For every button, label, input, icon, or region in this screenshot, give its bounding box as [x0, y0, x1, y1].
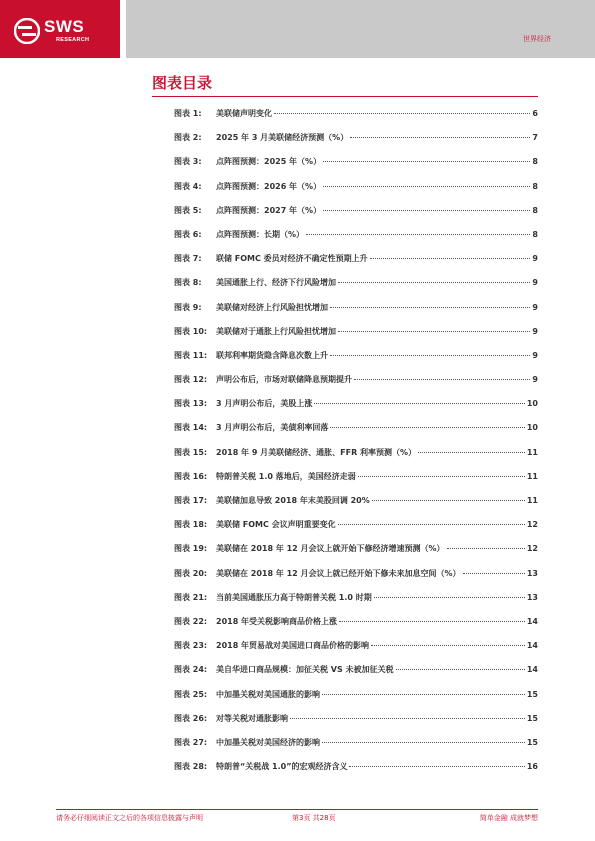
toc-entry-page: 13 [526, 592, 538, 602]
toc-entry-title: 美联储对经济上行风险担忧增加 [216, 302, 328, 312]
toc-entry[interactable] [174, 132, 538, 156]
toc-entry-label: 图表 17: [174, 496, 208, 505]
toc-entry-page: 9 [532, 326, 538, 336]
toc-entry[interactable] [174, 471, 538, 495]
toc-entry[interactable] [174, 592, 538, 616]
toc-entry-title: 美联储在 2018 年 12 月会议上就已经开始下修未来加息空间（%） [216, 568, 461, 578]
toc-entry-label: 图表 10: [174, 326, 208, 336]
logo-subtitle: RESEARCH [56, 37, 90, 43]
toc-entry-page: 8 [532, 205, 538, 215]
toc-entry[interactable] [174, 422, 538, 446]
toc-entry-label: 图表 15: [174, 447, 208, 457]
toc-leader-dots [330, 307, 530, 308]
toc-entry-label: 图表 3: [174, 157, 202, 167]
toc-entry-title: 点阵图预测：2026 年（%） [216, 181, 322, 191]
toc-leader-dots [354, 379, 530, 380]
toc-entry-label: 图表 24: [174, 665, 208, 675]
toc-leader-dots [358, 476, 525, 477]
toc-entry-page: 12 [526, 520, 538, 530]
toc-entry[interactable] [174, 108, 538, 132]
footer-page-info: 第3页 共28页 [292, 814, 336, 822]
toc-leader-dots [306, 234, 530, 235]
toc-entry-title: 对等关税对通胀影响 [216, 713, 288, 723]
toc-entry-title: 3 月声明公布后，美股上涨 [216, 399, 313, 409]
toc-leader-dots [372, 500, 525, 501]
toc-entry[interactable] [174, 761, 538, 785]
toc-entry-page: 9 [532, 278, 538, 288]
toc-entry-page: 15 [526, 689, 538, 699]
logo-wordmark: SWS [44, 17, 85, 36]
toc-entry-title: 联储 FOMC 委员对经济不确定性预期上升 [216, 254, 368, 264]
toc-entry-page: 15 [526, 713, 538, 723]
toc-entry-title: 点阵图预测：2027 年（%） [216, 205, 322, 215]
toc-entry-page: 14 [526, 616, 538, 626]
toc-entry-label: 图表 28: [174, 762, 208, 772]
footer-disclaimer: 请务必仔细阅读正文之后的各项信息披露与声明 [56, 814, 203, 822]
toc-entry-page: 15 [526, 737, 538, 747]
toc-leader-dots [323, 161, 530, 162]
toc-leader-dots [350, 137, 530, 138]
toc-entry-label: 图表 6: [174, 229, 202, 239]
toc-entry-page: 8 [532, 229, 538, 239]
toc-entry[interactable] [174, 713, 538, 737]
toc-leader-dots [418, 452, 525, 453]
toc-entry-page: 11 [526, 496, 538, 505]
toc-entry[interactable] [174, 447, 538, 471]
toc-entry-page: 14 [526, 665, 538, 675]
toc-leader-dots [374, 597, 525, 598]
toc-entry[interactable] [174, 277, 538, 301]
toc-leader-dots [339, 621, 525, 622]
toc-entry-title: 美联储加息导致 2018 年末美股回调 20% [216, 496, 370, 505]
toc-entry-title: 2018 年受关税影响商品价格上涨 [216, 616, 338, 626]
toc-leader-dots [463, 573, 525, 574]
toc-entry-label: 图表 20: [174, 568, 208, 578]
toc-entry-title: 美联储对于通胀上行风险担忧增加 [216, 326, 336, 336]
toc-entry[interactable] [174, 689, 538, 713]
toc-entry-page: 14 [526, 641, 538, 651]
toc-entry-label: 图表 16: [174, 471, 208, 481]
toc-entry-page: 7 [532, 133, 538, 143]
toc-entry[interactable] [174, 737, 538, 761]
toc-entry[interactable] [174, 253, 538, 277]
toc-leader-dots [396, 669, 525, 670]
toc-entry-page: 11 [526, 447, 538, 457]
toc-entry-page: 8 [532, 181, 538, 191]
sws-logo-icon [14, 18, 40, 44]
toc-leader-dots [330, 427, 525, 428]
toc-entry-page: 10 [526, 423, 538, 433]
toc-entry-page: 9 [532, 302, 538, 312]
toc-entry-title: 点阵图预测：长期（%） [216, 229, 305, 239]
toc-entry-title: 3 月声明公布后，美债利率回落 [216, 423, 329, 433]
toc-entry[interactable] [174, 374, 538, 398]
toc-leader-dots [370, 258, 531, 259]
toc-entry-page: 9 [532, 375, 538, 385]
toc-entry-title: 联邦利率期货隐含降息次数上升 [216, 350, 328, 360]
toc-leader-dots [338, 331, 530, 332]
toc-entry-title: 美联储声明变化 [216, 109, 272, 118]
toc-entry-title: 美联储在 2018 年 12 月会议上就开始下修经济增速预测（%） [216, 544, 445, 554]
toc-entry[interactable] [174, 326, 538, 350]
toc-entry-page: 10 [526, 399, 538, 409]
toc-entry[interactable] [174, 568, 538, 592]
toc-entry-page: 6 [532, 109, 538, 118]
toc-entry[interactable] [174, 302, 538, 326]
toc-entry-title: 当前美国通胀压力高于特朗普关税 1.0 时期 [216, 592, 372, 602]
toc-entry-page: 11 [526, 471, 538, 481]
toc-entry[interactable] [174, 229, 538, 253]
toc-list [174, 108, 538, 785]
toc-entry-label: 图表 18: [174, 520, 208, 530]
toc-entry-label: 图表 21: [174, 592, 208, 602]
toc-entry[interactable] [174, 350, 538, 374]
toc-entry-label: 图表 23: [174, 641, 208, 651]
footer-divider [56, 809, 538, 810]
toc-entry-label: 图表 11: [174, 350, 208, 360]
toc-entry-title: 点阵图预测：2025 年（%） [216, 157, 322, 167]
toc-entry-title: 特朗普关税 1.0 落地后，美国经济走弱 [216, 471, 356, 481]
toc-leader-dots [371, 645, 525, 646]
toc-entry-label: 图表 25: [174, 689, 208, 699]
toc-leader-dots [338, 282, 530, 283]
toc-entry-label: 图表 27: [174, 737, 208, 747]
toc-entry-title: 声明公布后，市场对联储降息预期提升 [216, 375, 352, 385]
toc-entry[interactable] [174, 398, 538, 422]
toc-entry-page: 9 [532, 254, 538, 264]
toc-leader-dots [322, 694, 525, 695]
toc-entry-title: 美联储 FOMC 会议声明重要变化 [216, 520, 336, 530]
toc-entry[interactable] [174, 519, 538, 543]
toc-entry-page: 16 [526, 762, 538, 772]
toc-entry[interactable] [174, 495, 538, 519]
toc-entry-page: 12 [526, 544, 538, 554]
toc-entry[interactable] [174, 616, 538, 640]
toc-entry-label: 图表 4: [174, 181, 202, 191]
toc-entry[interactable] [174, 156, 538, 180]
toc-entry-title: 中加墨关税对美国通胀的影响 [216, 689, 320, 699]
toc-entry[interactable] [174, 181, 538, 205]
title-divider [152, 96, 538, 97]
toc-entry-label: 图表 7: [174, 254, 202, 264]
toc-title: 图表目录 [152, 74, 213, 92]
toc-entry-label: 图表 13: [174, 399, 208, 409]
toc-entry-label: 图表 19: [174, 544, 208, 554]
toc-entry[interactable] [174, 640, 538, 664]
toc-entry-label: 图表 5: [174, 205, 202, 215]
toc-leader-dots [322, 742, 525, 743]
toc-entry-title: 2018 年 9 月美联储经济、通胀、FFR 利率预测（%） [216, 447, 417, 457]
toc-entry[interactable] [174, 664, 538, 688]
toc-entry-label: 图表 2: [174, 133, 202, 143]
footer-slogan: 简单金融 成就梦想 [479, 814, 538, 822]
toc-entry-title: 2018 年贸易战对美国进口商品价格的影响 [216, 641, 370, 651]
toc-entry-page: 8 [532, 157, 538, 167]
toc-leader-dots [338, 524, 525, 525]
brand-logo [0, 0, 120, 58]
toc-entry[interactable] [174, 205, 538, 229]
toc-entry-title: 2025 年 3 月美联储经济预测（%） [216, 133, 349, 143]
toc-entry-title: 中加墨关税对美国经济的影响 [216, 737, 320, 747]
toc-entry-title: 特朗普“关税战 1.0”的宏观经济含义 [216, 762, 348, 772]
toc-leader-dots [274, 113, 530, 114]
toc-entry-label: 图表 26: [174, 713, 208, 723]
toc-entry-label: 图表 14: [174, 423, 208, 433]
toc-leader-dots [323, 186, 530, 187]
toc-entry-label: 图表 22: [174, 616, 208, 626]
toc-entry-label: 图表 12: [174, 375, 208, 385]
toc-leader-dots [323, 210, 530, 211]
toc-entry[interactable] [174, 543, 538, 567]
toc-leader-dots [330, 355, 530, 356]
section-tag: 世界经济 [523, 35, 551, 43]
toc-entry-title: 美自华进口商品规模：加征关税 VS 未被加征关税 [216, 665, 394, 675]
toc-entry-page: 9 [532, 350, 538, 360]
header-divider [120, 0, 126, 58]
toc-entry-title: 美国通胀上行、经济下行风险增加 [216, 278, 336, 288]
toc-entry-label: 图表 9: [174, 302, 202, 312]
toc-leader-dots [447, 548, 525, 549]
toc-leader-dots [349, 766, 524, 767]
toc-entry-label: 图表 8: [174, 278, 202, 288]
toc-entry-label: 图表 1: [174, 109, 202, 118]
toc-leader-dots [314, 403, 525, 404]
toc-entry-page: 13 [526, 568, 538, 578]
toc-leader-dots [290, 718, 525, 719]
